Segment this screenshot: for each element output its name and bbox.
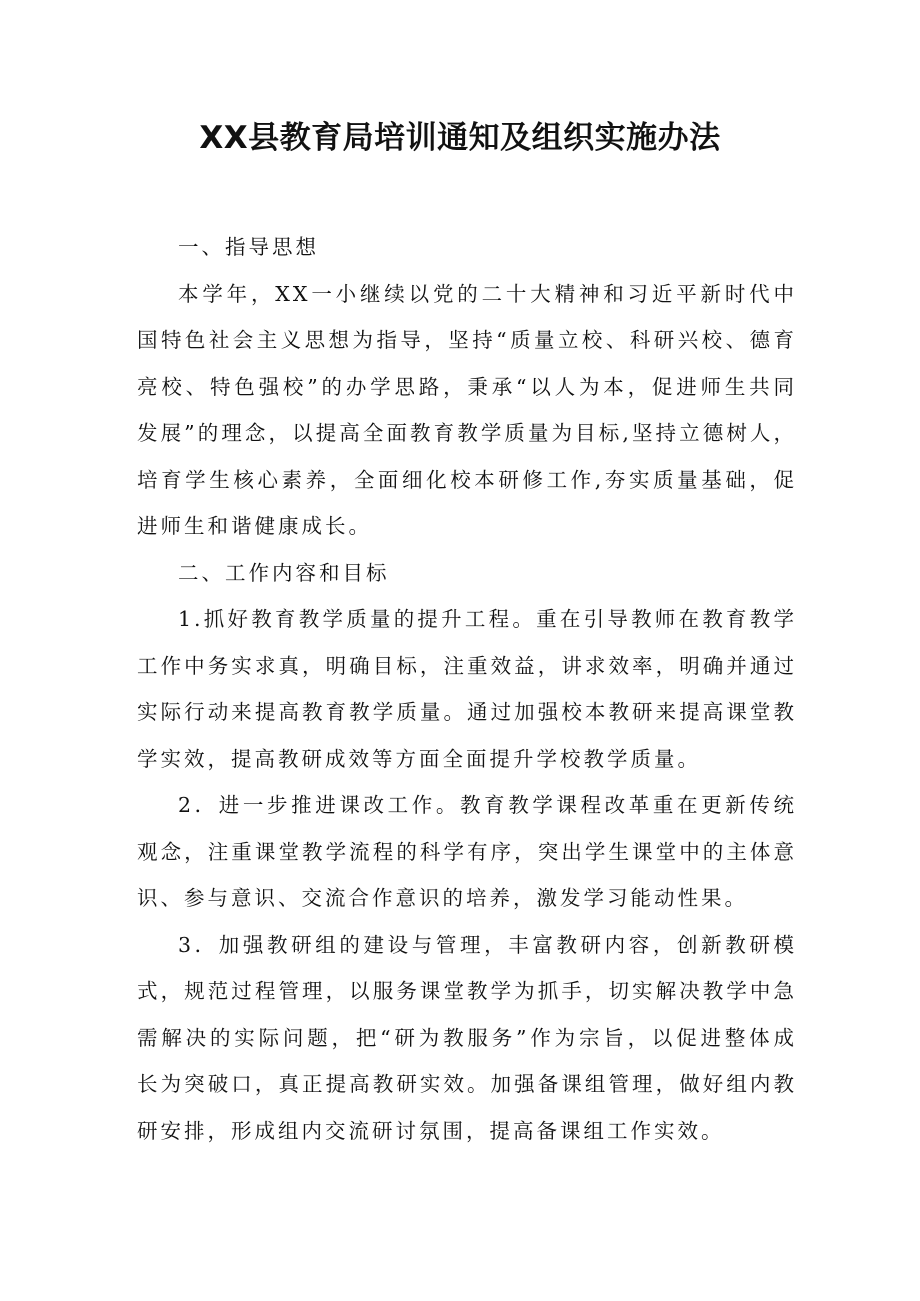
paragraph-item-2: 2．进一步推进课改工作。教育教学课程改革重在更新传统观念，注重课堂教学流程的科学有序，突出学生课堂中的主体意识、参与意识、交流合作意识的培养，激发学习能动性果。 [137,793,797,910]
paragraph-guiding-thought: 本学年，XX一小继续以党的二十大精神和习近平新时代中国特色社会主义思想为指导，坚持“质量立校、科研兴校、德育亮校、特色强校”的办学思路，秉承“以人为本，促进师生共同发展”的理念，以提高全面教育教学质量为目标,坚持立德树人，培育学生核心素养，全面细化校本研修工作,夯实质量基础，促进师生和谐健康成长。 [137,281,797,538]
paragraph-item-3: 3．加强教研组的建设与管理，丰富教研内容，创新教研模式，规范过程管理，以服务课堂教学为抓手，切实解决教学中急需解决的实际问题，把“研为教服务”作为宗旨，以促进整体成长为突破口，真正提高教研实效。加强备课组管理，做好组内教研安排，形成组内交流研讨氛围，提高备课组工作实效。 [137,932,797,1143]
section-heading-guiding-thought: 一、指导思想 [178,235,319,259]
document-title: XX县教育局培训通知及组织实施办法 [199,120,721,156]
paragraph-item-1: 1.抓好教育教学质量的提升工程。重在引导教师在教育教学工作中务实求真，明确目标，注重效益，讲求效率，明确并通过实际行动来提高教育教学质量。通过加强校本教研来提高课堂教学实效，提高教研成效等方面全面提升学校教学质量。 [137,607,797,771]
section-heading-work-content: 二、工作内容和目标 [178,560,390,585]
document-body [137,224,797,1154]
